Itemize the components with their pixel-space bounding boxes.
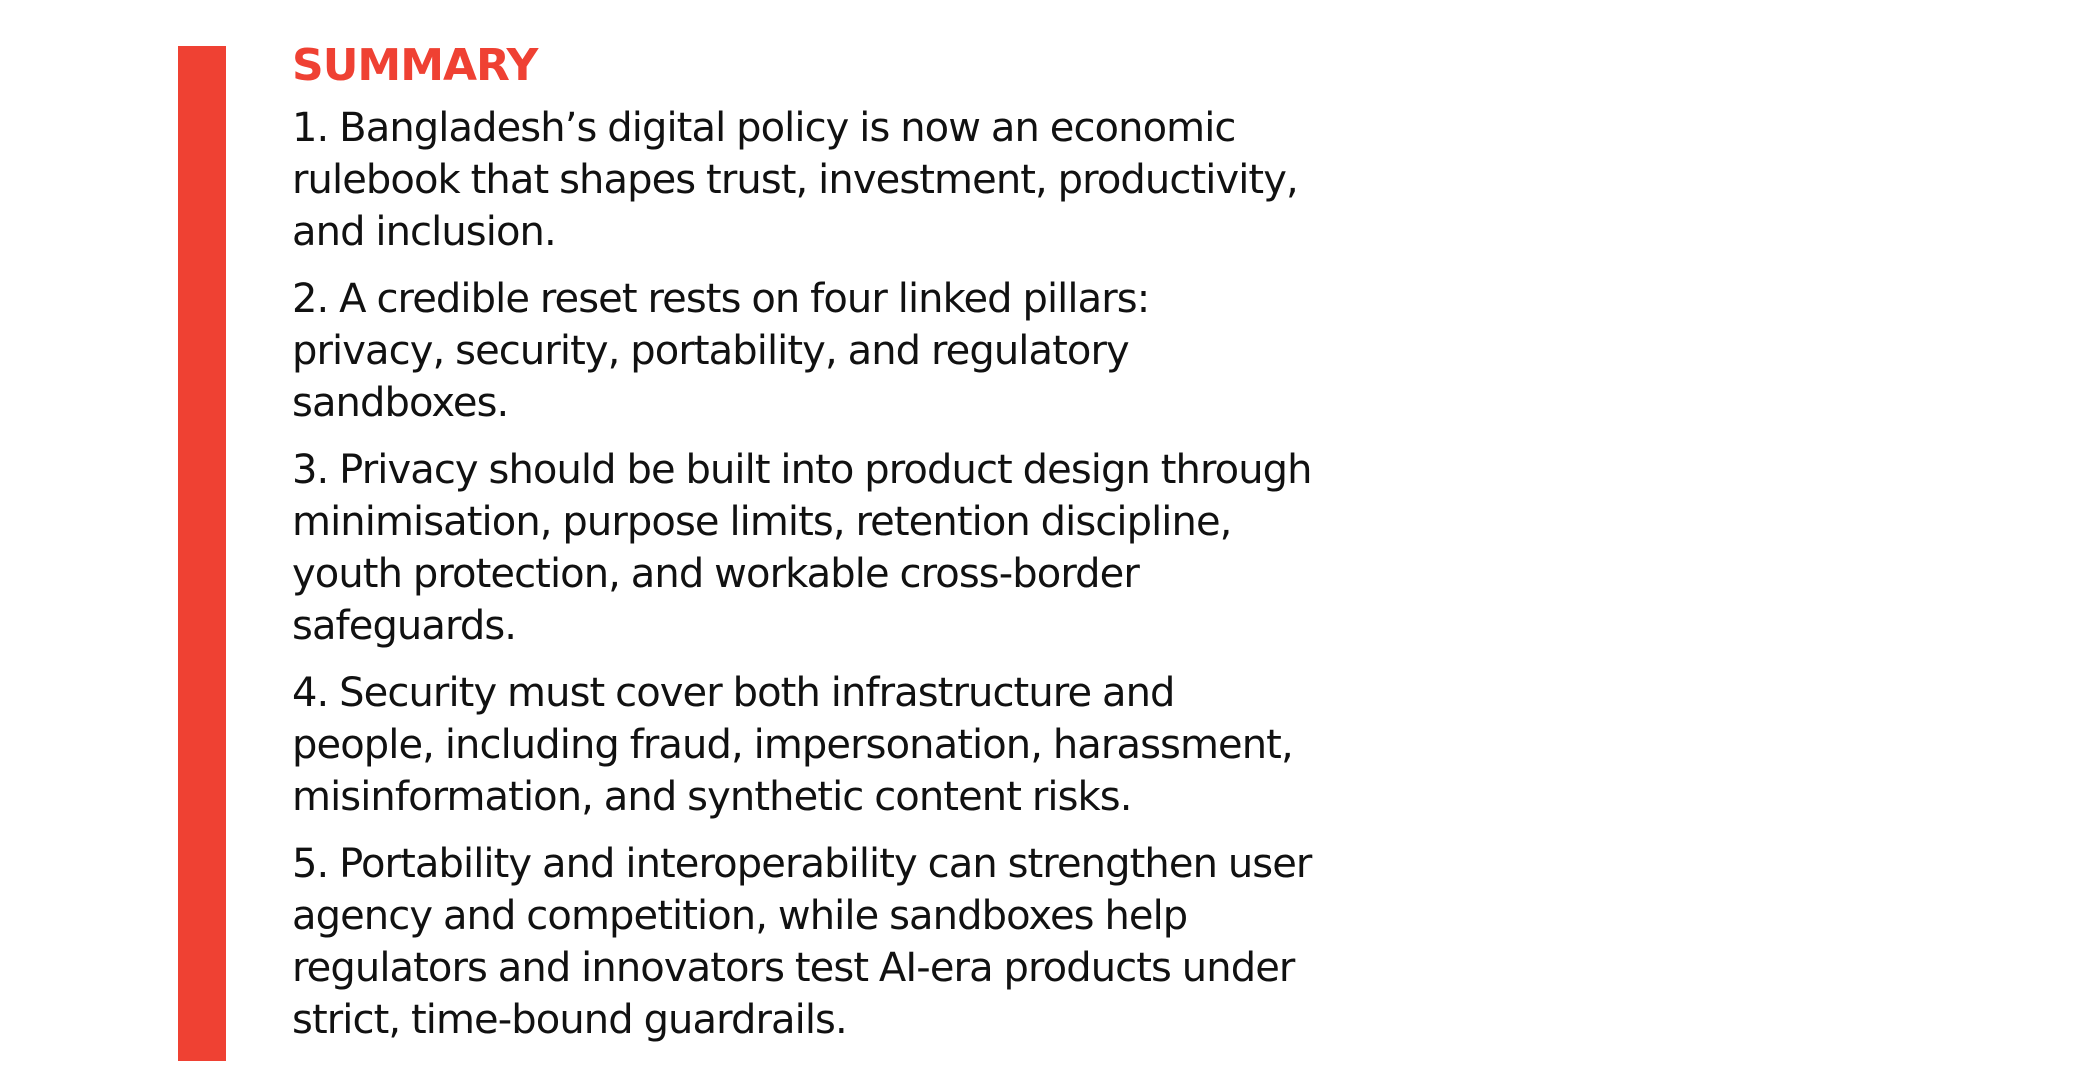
summary-box bbox=[292, 38, 1312, 1061]
summary-item-2: 2. A credible reset rests on four linked pillars: privacy, security, portability, and regulatory sandboxes. bbox=[292, 276, 1150, 426]
summary-item-4: 4. Security must cover both infrastructure and people, including fraud, impersonation, harassment, misinformation, and synthetic content risks. bbox=[292, 670, 1293, 820]
summary-item-3: 3. Privacy should be built into product design through minimisation, purpose limits, retention discipline, youth protection, and workable cross-border safeguards. bbox=[292, 447, 1312, 649]
summary-title: SUMMARY bbox=[292, 40, 538, 91]
summary-item-1: 1. Bangladesh’s digital policy is now an economic rulebook that shapes trust, investment, productivity, and inclusion. bbox=[292, 105, 1298, 255]
summary-item-5: 5. Portability and interoperability can strengthen user agency and competition, while sandboxes help regulators and innovators test AI-era products under strict, time-bound guardrails. bbox=[292, 841, 1312, 1043]
accent-bar bbox=[178, 46, 226, 1061]
summary-list bbox=[292, 102, 1312, 1046]
